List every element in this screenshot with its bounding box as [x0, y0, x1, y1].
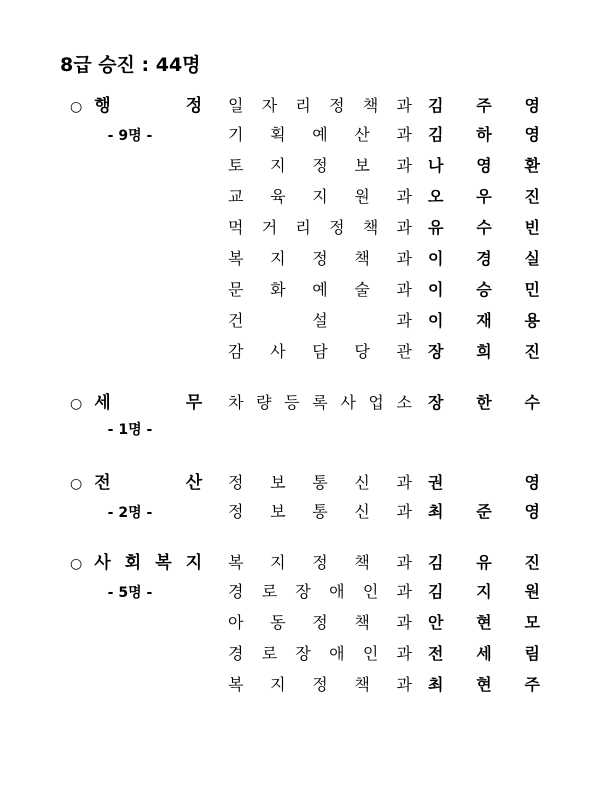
- department-char: 감: [228, 342, 244, 361]
- category-char: 행: [94, 96, 111, 116]
- department-char: 책: [354, 553, 370, 572]
- department-char: 책: [354, 613, 370, 632]
- department-char: 등: [284, 393, 300, 412]
- department-char: 과: [396, 311, 412, 330]
- department-char: 관: [396, 342, 412, 361]
- category-char: 복: [155, 553, 172, 573]
- category-char: 전: [94, 473, 111, 493]
- person-name-char: 장: [428, 393, 444, 412]
- department-char: 지: [270, 675, 286, 694]
- department-char: 신: [354, 473, 370, 492]
- department-cell: [218, 153, 418, 176]
- person-name-char: 최: [428, 675, 444, 694]
- person-name-char: 지: [476, 582, 492, 601]
- department-char: 경: [228, 582, 244, 601]
- department-char: 업: [368, 393, 384, 412]
- department-char: 정: [312, 156, 328, 175]
- person-name-char: 김: [428, 553, 444, 572]
- promotion-group: [48, 388, 564, 450]
- department-cell: [218, 672, 418, 695]
- person-name-char: 이: [428, 280, 444, 299]
- department-char: 책: [362, 218, 379, 237]
- category-char: 회: [124, 553, 142, 573]
- department-char: 산: [354, 125, 370, 144]
- person-name-char: 진: [524, 187, 540, 206]
- circle-bullet-icon: ○: [70, 476, 83, 492]
- department-char: 과: [396, 644, 412, 663]
- person-name-char: 유: [428, 218, 444, 237]
- department-char: 정: [228, 502, 244, 521]
- person-name-cell: [418, 672, 548, 695]
- person-name-char: 김: [428, 125, 444, 144]
- person-name-char: 전: [428, 644, 444, 663]
- person-name-char: 김: [428, 582, 444, 601]
- person-name-char: 모: [524, 613, 540, 632]
- department-char: 정: [312, 249, 328, 268]
- department-char: 정: [312, 675, 328, 694]
- category-count-label: - 2명 -: [107, 505, 153, 521]
- person-name-cell: [418, 184, 548, 207]
- person-name-cell: [418, 610, 548, 633]
- category-label: [94, 548, 202, 573]
- department-char: 신: [354, 502, 370, 521]
- person-name-char: 주: [524, 675, 540, 694]
- department-cell: [218, 579, 418, 602]
- category-count: [48, 502, 218, 522]
- category-char: 사: [94, 553, 111, 573]
- person-name-char: 우: [476, 187, 492, 206]
- person-name-cell: [418, 215, 548, 238]
- category-label: [94, 91, 202, 116]
- person-name-char: 세: [476, 644, 492, 663]
- person-name-char: 김: [428, 96, 444, 115]
- person-name-char: 현: [476, 613, 492, 632]
- person-name-char: 권: [428, 473, 444, 492]
- person-name-cell: [418, 499, 548, 522]
- table-row: [48, 91, 564, 122]
- department-char: 정: [312, 553, 328, 572]
- department-char: 록: [312, 393, 328, 412]
- department-char: 담: [312, 342, 328, 361]
- person-name-char: 영: [524, 96, 540, 115]
- promotion-group: [48, 91, 564, 370]
- department-char: 지: [270, 156, 286, 175]
- department-char: 애: [329, 644, 345, 663]
- department-cell: [218, 339, 418, 362]
- person-name-char: 유: [476, 553, 492, 572]
- person-name-cell: [418, 153, 548, 176]
- department-char: 획: [270, 125, 286, 144]
- department-cell: [218, 550, 418, 573]
- department-cell: [218, 93, 418, 116]
- person-name-char: 나: [428, 156, 444, 175]
- department-char: 과: [396, 156, 412, 175]
- person-name-cell: [418, 308, 548, 331]
- category-char: 정: [185, 96, 203, 116]
- person-name-cell: [418, 277, 548, 300]
- table-row: [48, 672, 564, 703]
- department-char: 통: [312, 502, 328, 521]
- department-char: 문: [228, 280, 244, 299]
- table-row: [48, 468, 564, 499]
- person-name-char: 영: [524, 125, 540, 144]
- department-cell: [218, 246, 418, 269]
- department-char: 교: [228, 187, 244, 206]
- person-name-cell: [418, 641, 548, 664]
- department-char: 장: [295, 644, 311, 663]
- person-name-char: 하: [476, 125, 492, 144]
- department-char: 로: [261, 582, 278, 601]
- table-row: [48, 246, 564, 277]
- category-cell: [48, 548, 218, 573]
- department-cell: [218, 215, 418, 238]
- table-row: [48, 610, 564, 641]
- category-char: 산: [185, 473, 203, 493]
- department-char: 정: [228, 473, 244, 492]
- person-name-char: 경: [476, 249, 492, 268]
- department-char: 인: [362, 644, 379, 663]
- person-name-char: 영: [524, 473, 540, 492]
- category-count: [48, 582, 218, 602]
- department-cell: [218, 641, 418, 664]
- category-char: 무: [185, 393, 203, 413]
- department-char: 원: [354, 187, 370, 206]
- promotion-group: [48, 468, 564, 530]
- person-name-char: 이: [428, 249, 444, 268]
- table-row: [48, 308, 564, 339]
- department-char: 차: [228, 393, 244, 412]
- department-char: 소: [396, 393, 412, 412]
- category-label: [94, 468, 202, 493]
- department-char: 먹: [228, 218, 244, 237]
- table-row: [48, 339, 564, 370]
- department-char: 책: [354, 675, 370, 694]
- department-char: 예: [312, 280, 328, 299]
- department-cell: [218, 499, 418, 522]
- department-char: 건: [228, 311, 244, 330]
- person-name-char: 민: [524, 280, 540, 299]
- department-char: 복: [228, 553, 244, 572]
- department-char: 과: [396, 675, 412, 694]
- department-char: 로: [261, 644, 278, 663]
- person-name-char: 진: [524, 553, 540, 572]
- department-char: 사: [340, 393, 356, 412]
- department-char: 과: [396, 125, 412, 144]
- department-char: 경: [228, 644, 244, 663]
- table-row: [48, 548, 564, 579]
- department-char: 과: [396, 249, 412, 268]
- person-name-char: 수: [524, 393, 540, 412]
- department-char: 지: [312, 187, 328, 206]
- person-name-char: 최: [428, 502, 444, 521]
- department-char: 과: [396, 280, 412, 299]
- department-char: 책: [354, 249, 370, 268]
- department-char: 과: [396, 96, 412, 115]
- person-name-char: 수: [476, 218, 492, 237]
- department-cell: [218, 122, 418, 145]
- person-name-char: 안: [428, 613, 444, 632]
- department-char: 장: [295, 582, 311, 601]
- person-name-char: 오: [428, 187, 444, 206]
- table-row: [48, 419, 564, 450]
- table-row: [48, 499, 564, 530]
- department-char: 복: [228, 675, 244, 694]
- department-char: 리: [295, 218, 311, 237]
- table-row: [48, 579, 564, 610]
- circle-bullet-icon: ○: [70, 99, 83, 115]
- department-char: 과: [396, 502, 412, 521]
- department-cell: [218, 277, 418, 300]
- department-char: 술: [354, 280, 370, 299]
- department-char: 과: [396, 553, 412, 572]
- promotion-group: [48, 548, 564, 703]
- department-char: 정: [312, 613, 328, 632]
- department-char: 애: [329, 582, 345, 601]
- department-char: 당: [354, 342, 370, 361]
- table-row: [48, 184, 564, 215]
- department-char: 지: [270, 553, 286, 572]
- department-char: 기: [228, 125, 244, 144]
- person-name-cell: [418, 122, 548, 145]
- department-cell: [218, 470, 418, 493]
- department-char: 통: [312, 473, 328, 492]
- circle-bullet-icon: ○: [70, 396, 83, 412]
- category-count-label: - 1명 -: [107, 422, 153, 438]
- department-char: 과: [396, 613, 412, 632]
- person-name-char: 영: [524, 502, 540, 521]
- person-name-cell: [418, 470, 548, 493]
- department-char: 화: [270, 280, 286, 299]
- person-name-char: 이: [428, 311, 444, 330]
- person-name-cell: [418, 339, 548, 362]
- table-row: [48, 641, 564, 672]
- category-label: [94, 388, 202, 413]
- department-char: 량: [256, 393, 272, 412]
- person-name-char: 빈: [524, 218, 540, 237]
- department-char: 정: [329, 96, 345, 115]
- person-name-char: 승: [476, 280, 492, 299]
- department-char: 과: [396, 187, 412, 206]
- person-name-cell: [418, 579, 548, 602]
- table-row: [48, 153, 564, 184]
- department-char: 인: [362, 582, 379, 601]
- department-char: 일: [228, 96, 244, 115]
- promotion-list: [48, 91, 564, 703]
- department-cell: [218, 184, 418, 207]
- person-name-char: 환: [524, 156, 540, 175]
- department-char: 거: [261, 218, 278, 237]
- person-name-char: 현: [476, 675, 492, 694]
- person-name-char: 준: [476, 502, 492, 521]
- department-cell: [218, 610, 418, 633]
- table-row: [48, 122, 564, 153]
- department-char: 자: [261, 96, 278, 115]
- person-name-char: 진: [524, 342, 540, 361]
- department-char: 토: [228, 156, 244, 175]
- department-char: 복: [228, 249, 244, 268]
- person-name-char: 영: [476, 156, 492, 175]
- category-char: 지: [185, 553, 203, 573]
- category-count-label: - 9명 -: [107, 128, 153, 144]
- department-char: 책: [362, 96, 379, 115]
- department-char: 동: [270, 613, 286, 632]
- category-count-label: - 5명 -: [107, 585, 153, 601]
- department-char: 과: [396, 218, 412, 237]
- person-name-char: 원: [524, 582, 540, 601]
- department-char: 지: [270, 249, 286, 268]
- person-name-char: 주: [476, 96, 492, 115]
- person-name-cell: [418, 550, 548, 573]
- person-name-char: 림: [524, 644, 540, 663]
- department-char: 보: [354, 156, 370, 175]
- department-char: 예: [312, 125, 328, 144]
- person-name-char: 재: [476, 311, 492, 330]
- department-char: 아: [228, 613, 244, 632]
- category-cell: [48, 91, 218, 116]
- table-row: [48, 277, 564, 308]
- person-name-char: 한: [476, 393, 492, 412]
- person-name-char: 용: [524, 311, 540, 330]
- person-name-char: 실: [524, 249, 540, 268]
- department-char: 설: [312, 311, 328, 330]
- department-char: 사: [270, 342, 286, 361]
- category-cell: [48, 388, 218, 413]
- department-char: 리: [295, 96, 311, 115]
- person-name-cell: [418, 93, 548, 116]
- person-name-char: 희: [476, 342, 492, 361]
- category-char: 세: [94, 393, 111, 413]
- circle-bullet-icon: ○: [70, 556, 83, 572]
- department-char: 보: [270, 502, 286, 521]
- department-char: 정: [329, 218, 345, 237]
- department-char: 과: [396, 473, 412, 492]
- page-title: 8급 승진 : 44명: [60, 54, 201, 76]
- category-count: [48, 125, 218, 145]
- department-char: 과: [396, 582, 412, 601]
- table-row: [48, 215, 564, 246]
- person-name-char: 장: [428, 342, 444, 361]
- person-name-cell: [418, 390, 548, 413]
- person-name-cell: [418, 246, 548, 269]
- department-cell: [218, 390, 418, 413]
- department-char: 보: [270, 473, 286, 492]
- department-cell: [218, 308, 418, 331]
- category-count: [48, 419, 218, 439]
- category-cell: [48, 468, 218, 493]
- department-char: 육: [270, 187, 286, 206]
- table-row: [48, 388, 564, 419]
